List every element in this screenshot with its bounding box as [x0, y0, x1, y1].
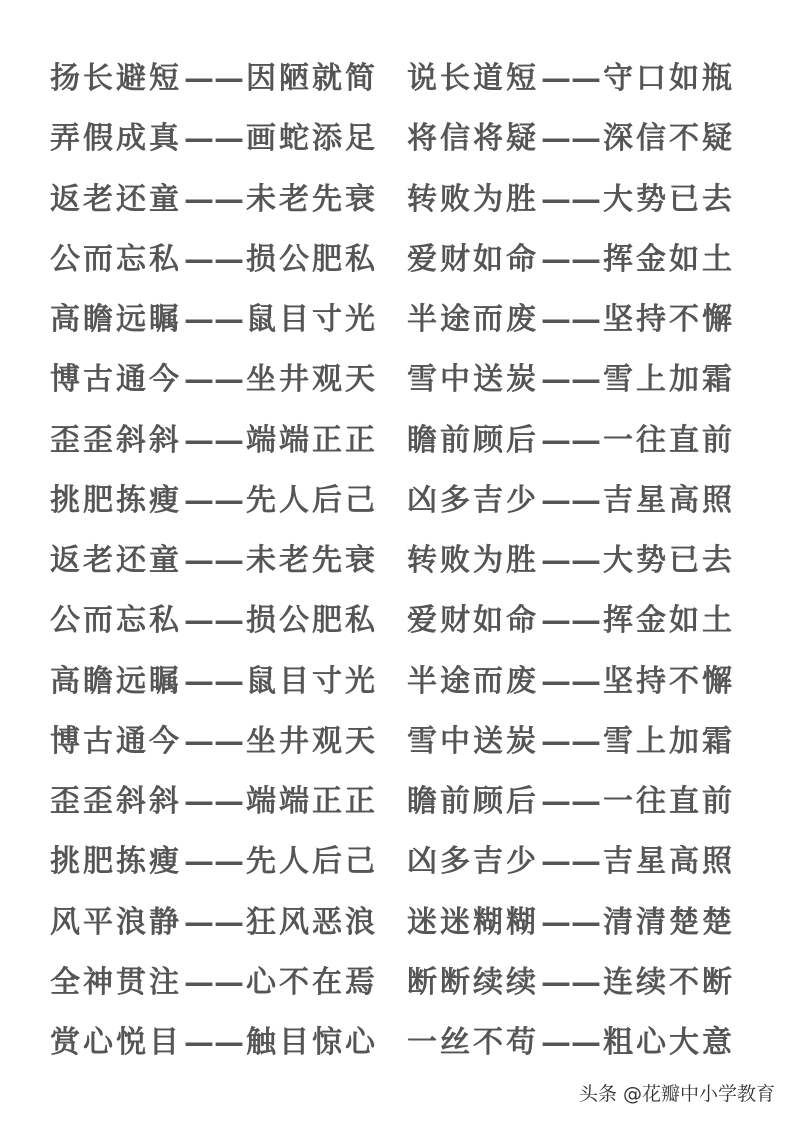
antonym-idiom: 深信不疑 — [603, 121, 735, 156]
idiom-row — [50, 660, 750, 704]
antonym-idiom: 鼠目寸光 — [246, 302, 378, 337]
antonym-idiom: 吉星高照 — [603, 844, 735, 879]
idiom-pair-left — [50, 358, 386, 402]
dash: —— — [184, 423, 244, 458]
watermark-credit: 头条 @花瓣中小学教育 — [578, 1083, 775, 1105]
idiom: 歪歪斜斜 — [50, 784, 182, 819]
dash: —— — [541, 483, 601, 518]
antonym-idiom: 狂风恶浪 — [246, 905, 378, 940]
antonym-idiom: 未老先衰 — [246, 182, 378, 217]
idiom-row — [50, 840, 750, 884]
idiom: 爱财如命 — [407, 603, 539, 638]
antonym-idiom: 损公肥私 — [246, 603, 378, 638]
antonym-idiom: 未老先衰 — [246, 543, 378, 578]
antonym-idiom: 损公肥私 — [246, 242, 378, 277]
idiom-row — [50, 720, 750, 764]
idiom-pair-left — [50, 178, 386, 222]
idiom: 半途而废 — [407, 664, 539, 699]
idiom-row — [50, 57, 750, 101]
idiom: 全神贯注 — [50, 965, 182, 1000]
idiom-pair-left — [50, 117, 386, 161]
idiom-pair-left — [50, 599, 386, 643]
dash: —— — [541, 603, 601, 638]
idiom-pair-right — [407, 720, 743, 764]
antonym-idiom: 坐井观天 — [246, 724, 378, 759]
idiom-row — [50, 358, 750, 402]
antonym-idiom: 心不在焉 — [246, 965, 378, 1000]
idiom-pair-left — [50, 720, 386, 764]
dash: —— — [541, 543, 601, 578]
idiom: 公而忘私 — [50, 603, 182, 638]
antonym-idiom: 一往直前 — [603, 784, 735, 819]
dash: —— — [184, 603, 244, 638]
idiom-pair-left — [50, 780, 386, 824]
idiom-pair-right — [407, 298, 743, 342]
idiom: 返老还童 — [50, 543, 182, 578]
dash: —— — [184, 61, 244, 96]
idiom: 风平浪静 — [50, 905, 182, 940]
idiom-pair-right — [407, 358, 743, 402]
idiom-row — [50, 961, 750, 1005]
antonym-idiom: 坚持不懈 — [603, 302, 735, 337]
idiom-row — [50, 780, 750, 824]
idiom-pair-left — [50, 1021, 386, 1065]
idiom-pair-right — [407, 479, 743, 523]
idiom: 瞻前顾后 — [407, 423, 539, 458]
idiom-pair-right — [407, 660, 743, 704]
dash: —— — [541, 182, 601, 217]
idiom-pair-right — [407, 901, 743, 945]
idiom-row — [50, 117, 750, 161]
idiom-row — [50, 298, 750, 342]
idiom-row — [50, 419, 750, 463]
dash: —— — [184, 724, 244, 759]
antonym-idiom: 一往直前 — [603, 423, 735, 458]
idiom: 公而忘私 — [50, 242, 182, 277]
dash: —— — [541, 302, 601, 337]
antonym-idiom: 坐井观天 — [246, 362, 378, 397]
dash: —— — [541, 664, 601, 699]
idiom-pair-right — [407, 961, 743, 1005]
idiom: 说长道短 — [407, 61, 539, 96]
idiom-pair-left — [50, 419, 386, 463]
dash: —— — [541, 784, 601, 819]
dash: —— — [541, 362, 601, 397]
idiom: 凶多吉少 — [407, 483, 539, 518]
dash: —— — [184, 242, 244, 277]
idiom-row — [50, 539, 750, 583]
dash: —— — [541, 61, 601, 96]
dash: —— — [184, 965, 244, 1000]
idiom-pair-right — [407, 117, 743, 161]
antonym-idiom: 连续不断 — [603, 965, 735, 1000]
antonym-idiom: 端端正正 — [246, 423, 378, 458]
antonym-idiom: 端端正正 — [246, 784, 378, 819]
dash: —— — [184, 483, 244, 518]
idiom-pair-right — [407, 178, 743, 222]
idiom: 挑肥拣瘦 — [50, 483, 182, 518]
antonym-idiom: 挥金如土 — [603, 242, 735, 277]
dash: —— — [541, 965, 601, 1000]
idiom: 迷迷糊糊 — [407, 905, 539, 940]
idiom: 转败为胜 — [407, 182, 539, 217]
antonym-idiom: 大势已去 — [603, 182, 735, 217]
dash: —— — [184, 664, 244, 699]
idiom: 爱财如命 — [407, 242, 539, 277]
dash: —— — [541, 724, 601, 759]
idiom-row — [50, 901, 750, 945]
dash: —— — [541, 423, 601, 458]
idiom-pair-right — [407, 419, 743, 463]
antonym-idiom: 守口如瓶 — [603, 61, 735, 96]
idiom-pair-left — [50, 57, 386, 101]
dash: —— — [541, 1025, 601, 1060]
dash: —— — [184, 121, 244, 156]
dash: —— — [541, 844, 601, 879]
idiom: 瞻前顾后 — [407, 784, 539, 819]
idiom-pair-left — [50, 660, 386, 704]
idiom: 转败为胜 — [407, 543, 539, 578]
dash: —— — [541, 121, 601, 156]
antonym-idiom: 鼠目寸光 — [246, 664, 378, 699]
dash: —— — [184, 302, 244, 337]
antonym-idiom: 触目惊心 — [246, 1025, 378, 1060]
idiom: 赏心悦目 — [50, 1025, 182, 1060]
dash: —— — [184, 362, 244, 397]
idiom: 歪歪斜斜 — [50, 423, 182, 458]
antonym-idiom: 吉星高照 — [603, 483, 735, 518]
idiom: 一丝不苟 — [407, 1025, 539, 1060]
idiom-row — [50, 479, 750, 523]
idiom-pair-left — [50, 840, 386, 884]
idiom: 博古通今 — [50, 362, 182, 397]
dash: —— — [184, 844, 244, 879]
idiom: 雪中送炭 — [407, 724, 539, 759]
idiom: 凶多吉少 — [407, 844, 539, 879]
antonym-idiom: 清清楚楚 — [603, 905, 735, 940]
idiom: 断断续续 — [407, 965, 539, 1000]
idiom-pair-left — [50, 901, 386, 945]
idiom-pair-right — [407, 780, 743, 824]
antonym-idiom: 雪上加霜 — [603, 724, 735, 759]
antonym-idiom: 画蛇添足 — [246, 121, 378, 156]
idiom: 扬长避短 — [50, 61, 182, 96]
idiom-pair-right — [407, 238, 743, 282]
dash: —— — [184, 905, 244, 940]
idiom: 将信将疑 — [407, 121, 539, 156]
idiom-row — [50, 1021, 750, 1065]
dash: —— — [541, 242, 601, 277]
antonym-idiom: 雪上加霜 — [603, 362, 735, 397]
antonym-idiom: 先人后己 — [246, 844, 378, 879]
antonym-idiom: 挥金如土 — [603, 603, 735, 638]
idiom: 挑肥拣瘦 — [50, 844, 182, 879]
idiom-pair-right — [407, 840, 743, 884]
idiom-pair-right — [407, 599, 743, 643]
dash: —— — [541, 905, 601, 940]
idiom-pair-left — [50, 539, 386, 583]
idiom-pair-right — [407, 1021, 743, 1065]
idiom-row — [50, 599, 750, 643]
antonym-idiom: 粗心大意 — [603, 1025, 735, 1060]
idiom: 高瞻远瞩 — [50, 302, 182, 337]
idiom: 雪中送炭 — [407, 362, 539, 397]
dash: —— — [184, 1025, 244, 1060]
idiom: 博古通今 — [50, 724, 182, 759]
idiom-pair-right — [407, 539, 743, 583]
idiom-row — [50, 238, 750, 282]
idiom: 半途而废 — [407, 302, 539, 337]
dash: —— — [184, 182, 244, 217]
idiom: 高瞻远瞩 — [50, 664, 182, 699]
idiom-pair-left — [50, 479, 386, 523]
idiom-row — [50, 178, 750, 222]
antonym-idiom: 先人后己 — [246, 483, 378, 518]
idiom-pair-left — [50, 961, 386, 1005]
idiom: 弄假成真 — [50, 121, 182, 156]
idiom-pair-left — [50, 298, 386, 342]
idiom-pair-left — [50, 238, 386, 282]
antonym-idiom: 因陋就简 — [246, 61, 378, 96]
antonym-idiom: 坚持不懈 — [603, 664, 735, 699]
idiom-pair-right — [407, 57, 743, 101]
idiom: 返老还童 — [50, 182, 182, 217]
antonym-idiom: 大势已去 — [603, 543, 735, 578]
dash: —— — [184, 784, 244, 819]
dash: —— — [184, 543, 244, 578]
